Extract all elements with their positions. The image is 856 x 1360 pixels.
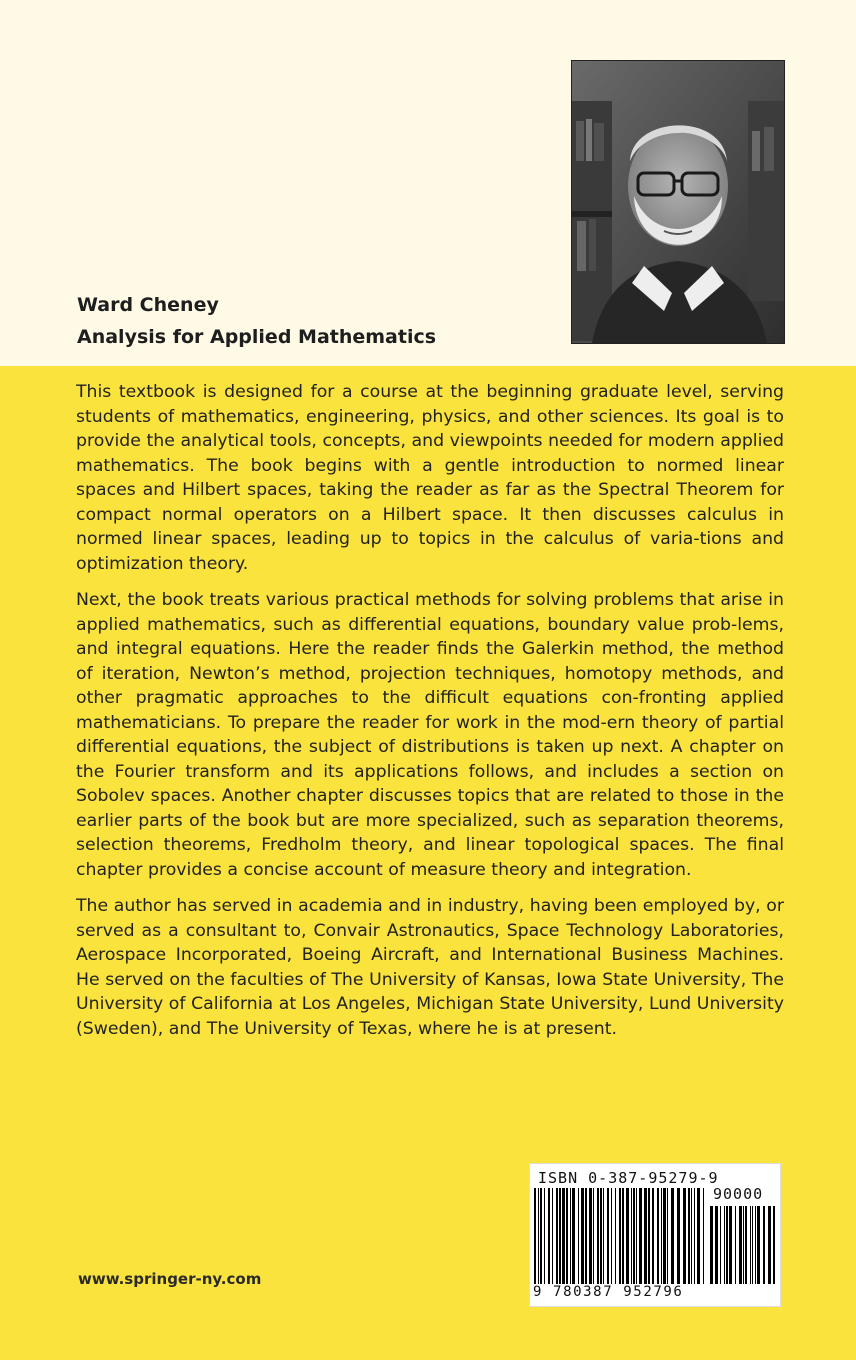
barcode-bar	[639, 1188, 642, 1284]
barcode-bar	[648, 1188, 650, 1284]
barcode-bar	[538, 1188, 539, 1284]
barcode-bar	[619, 1188, 621, 1284]
barcode-bar	[745, 1206, 747, 1284]
barcode-bar	[739, 1206, 742, 1284]
barcode-bar	[556, 1188, 558, 1284]
barcode-bar	[552, 1188, 553, 1284]
barcode-bar	[572, 1188, 575, 1284]
barcode-bar	[636, 1188, 637, 1284]
author-name: Ward Cheney	[77, 294, 219, 316]
blurb-paragraph: This textbook is designed for a course at the beginning graduate level, serving students of mathematics, engineering, physics, and other sciences. Its goal is to provide the analytical tools, concepts, and viewpoints needed for modern applied mathematics. The book begins with a gentle introduction to normed linear spaces and Hilbert spaces, taking the reader as far as the Spectral Theorem for compact normal operators on a Hilbert space. It then discusses calculus in normed linear spaces, leading up to topics in the calculus of varia-tions and optimization theory.	[76, 382, 784, 574]
barcode-bar	[652, 1188, 654, 1284]
barcode-bar	[631, 1188, 632, 1284]
blurb-text	[76, 380, 784, 1053]
barcode-bar	[729, 1206, 732, 1284]
barcode-bar	[540, 1188, 542, 1284]
barcode-bar	[559, 1188, 561, 1284]
price-code: 90000	[713, 1185, 764, 1203]
barcode-bar	[578, 1188, 579, 1284]
ean-barcode-bars	[534, 1188, 706, 1284]
barcode-bar	[600, 1188, 602, 1284]
barcode-bar	[622, 1188, 624, 1284]
barcode-bar	[657, 1188, 659, 1284]
barcode-bar	[667, 1188, 668, 1284]
barcode-bar	[752, 1206, 753, 1284]
barcode-bar	[589, 1188, 592, 1284]
barcode-bar	[773, 1206, 775, 1284]
barcode-bar	[750, 1206, 751, 1284]
barcode-bar	[720, 1206, 721, 1284]
book-title: Analysis for Applied Mathematics	[77, 326, 437, 348]
barcode-bar	[626, 1188, 629, 1284]
barcode-bar	[570, 1188, 571, 1284]
blurb-paragraph: Next, the book treats various practical methods for solving problems that arise in applied mathematics, such as differential equations, boundary value prob-lems, and integral equations. Here the reader finds the Galerkin method, the method of iteration, Newton’s method, projection techniques, homotopy methods, and other pragmatic approaches to the difficult equations con-fronting applied mathematicians. To prepare the reader for work in the mod-ern theory of partial differential equations, the subject of distributions is taken up next. A chapter on the Fourier transform and its applications follows, and includes a section on Sobolev spaces. Another chapter discusses topics that are related to those in the earlier parts of the book but are more specialized, such as separation theorems, selection theorems, Fredholm theory, and linear topological spaces. The final chapter provides a concise account of measure theory and integration.	[76, 590, 784, 880]
barcode-bar	[615, 1188, 616, 1284]
barcode-bar	[581, 1188, 584, 1284]
blurb-paragraph: The author has served in academia and in industry, having been employed by, or served as a consultant to, Convair Astronautics, Space Technology Laboratories, Aerospace Incorporated, Boeing Aircraft, and International Business Machines. He served on the faculties of The University of Kansas, Iowa State University, The University of California at Los Angeles, Michigan State University, Lund University (Sweden), and The University of Texas, where he is at present.	[76, 896, 784, 1039]
barcode-bar	[661, 1188, 662, 1284]
barcode-bar	[694, 1188, 695, 1284]
barcode-bar	[697, 1188, 700, 1284]
barcode-bar	[562, 1188, 565, 1284]
barcode-bar	[671, 1188, 674, 1284]
barcode-bar	[663, 1188, 666, 1284]
barcode	[529, 1163, 781, 1307]
barcode-bar	[715, 1206, 718, 1284]
barcode-bar	[691, 1188, 692, 1284]
barcode-bar	[757, 1206, 760, 1284]
barcode-bar	[611, 1188, 612, 1284]
barcode-bar	[703, 1188, 704, 1284]
barcode-bar	[603, 1188, 604, 1284]
barcode-bar	[768, 1206, 771, 1284]
barcode-bar	[743, 1206, 744, 1284]
barcode-bar	[683, 1188, 686, 1284]
barcode-bar	[633, 1188, 635, 1284]
barcode-bar	[735, 1206, 736, 1284]
barcode-bar	[755, 1206, 756, 1284]
barcode-bar	[585, 1188, 587, 1284]
barcode-bar	[726, 1206, 728, 1284]
barcode-bar	[593, 1188, 594, 1284]
barcode-bar	[548, 1188, 550, 1284]
barcode-bar	[688, 1188, 690, 1284]
author-portrait-image	[572, 61, 784, 343]
barcode-bar	[566, 1188, 568, 1284]
barcode-bar	[724, 1206, 725, 1284]
barcode-bar	[544, 1188, 545, 1284]
publisher-website[interactable]: www.springer-ny.com	[78, 1270, 262, 1288]
author-photo	[571, 60, 785, 344]
barcode-bar	[607, 1188, 609, 1284]
barcode-bar	[763, 1206, 765, 1284]
barcode-bar	[677, 1188, 680, 1284]
addon-barcode-bars	[710, 1206, 776, 1284]
barcode-bar	[710, 1206, 713, 1284]
ean-digits: 9 780387 952796	[533, 1284, 684, 1300]
barcode-bar	[534, 1188, 536, 1284]
isbn-label: ISBN 0-387-95279-9	[538, 1169, 719, 1187]
barcode-bar	[597, 1188, 599, 1284]
barcode-bar	[644, 1188, 647, 1284]
